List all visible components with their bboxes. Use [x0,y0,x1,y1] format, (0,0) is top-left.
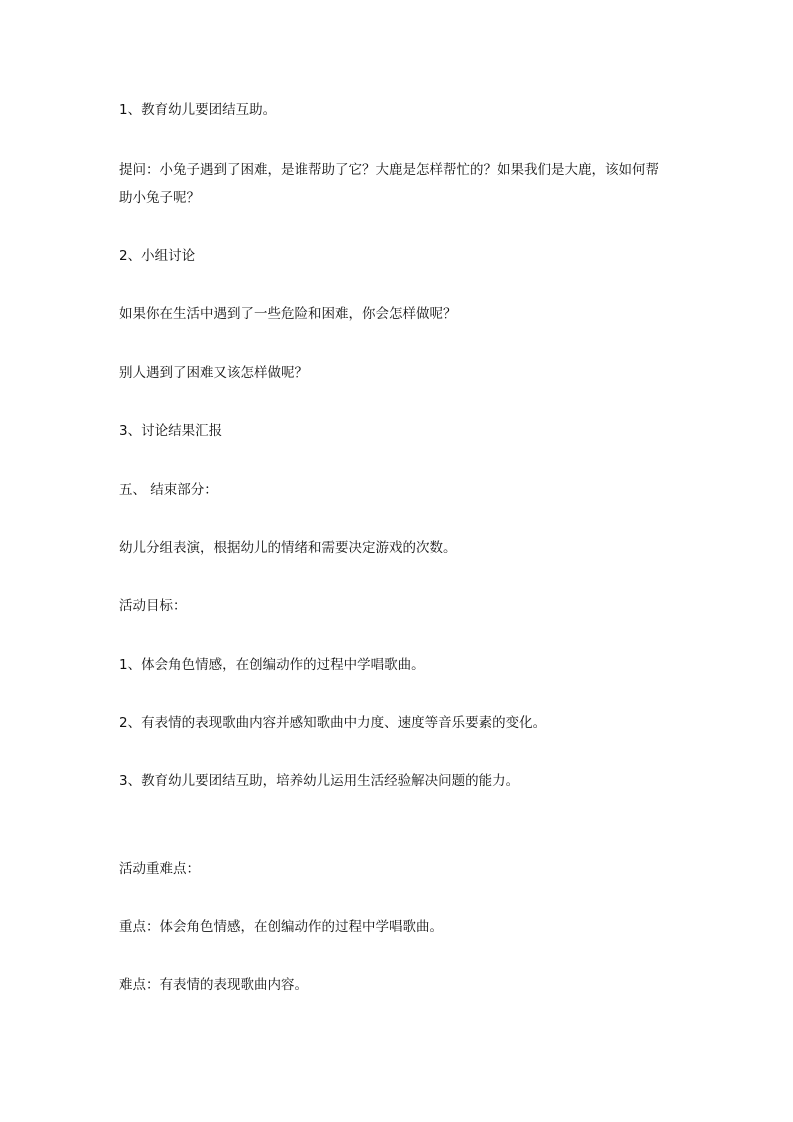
key-point-difficulty: 难点：有表情的表现歌曲内容。 [119,977,308,993]
paragraph-education-unity: 1、教育幼儿要团结互助。 [119,102,277,118]
question-line-2: 助小兔子呢？ [119,190,200,206]
section-heading-ending: 五、 结束部分： [119,482,218,498]
goal-item-2: 2、有表情的表现歌曲内容并感知歌曲中力度、速度等音乐要素的变化。 [119,715,547,731]
paragraph-discussion-report: 3、讨论结果汇报 [119,423,223,439]
question-line-1: 提问：小兔子遇到了困难，是谁帮助了它？大鹿是怎样帮忙的？如果我们是大鹿，该如何帮 [119,162,659,178]
paragraph-others-difficulty: 别人遇到了困难又该怎样做呢？ [119,365,308,381]
section-heading-activity-goals: 活动目标： [119,598,187,614]
key-point-focus: 重点：体会角色情感，在创编动作的过程中学唱歌曲。 [119,919,443,935]
paragraph-group-discussion: 2、小组讨论 [119,248,196,264]
paragraph-group-performance: 幼儿分组表演，根据幼儿的情绪和需要决定游戏的次数。 [119,540,457,556]
section-heading-key-points: 活动重难点： [119,861,200,877]
paragraph-danger-question: 如果你在生活中遇到了一些危险和困难，你会怎样做呢？ [119,306,457,322]
goal-item-3: 3、教育幼儿要团结互助，培养幼儿运用生活经验解决问题的能力。 [119,773,520,789]
paragraph-question [119,156,679,212]
goal-item-1: 1、体会角色情感，在创编动作的过程中学唱歌曲。 [119,657,425,673]
